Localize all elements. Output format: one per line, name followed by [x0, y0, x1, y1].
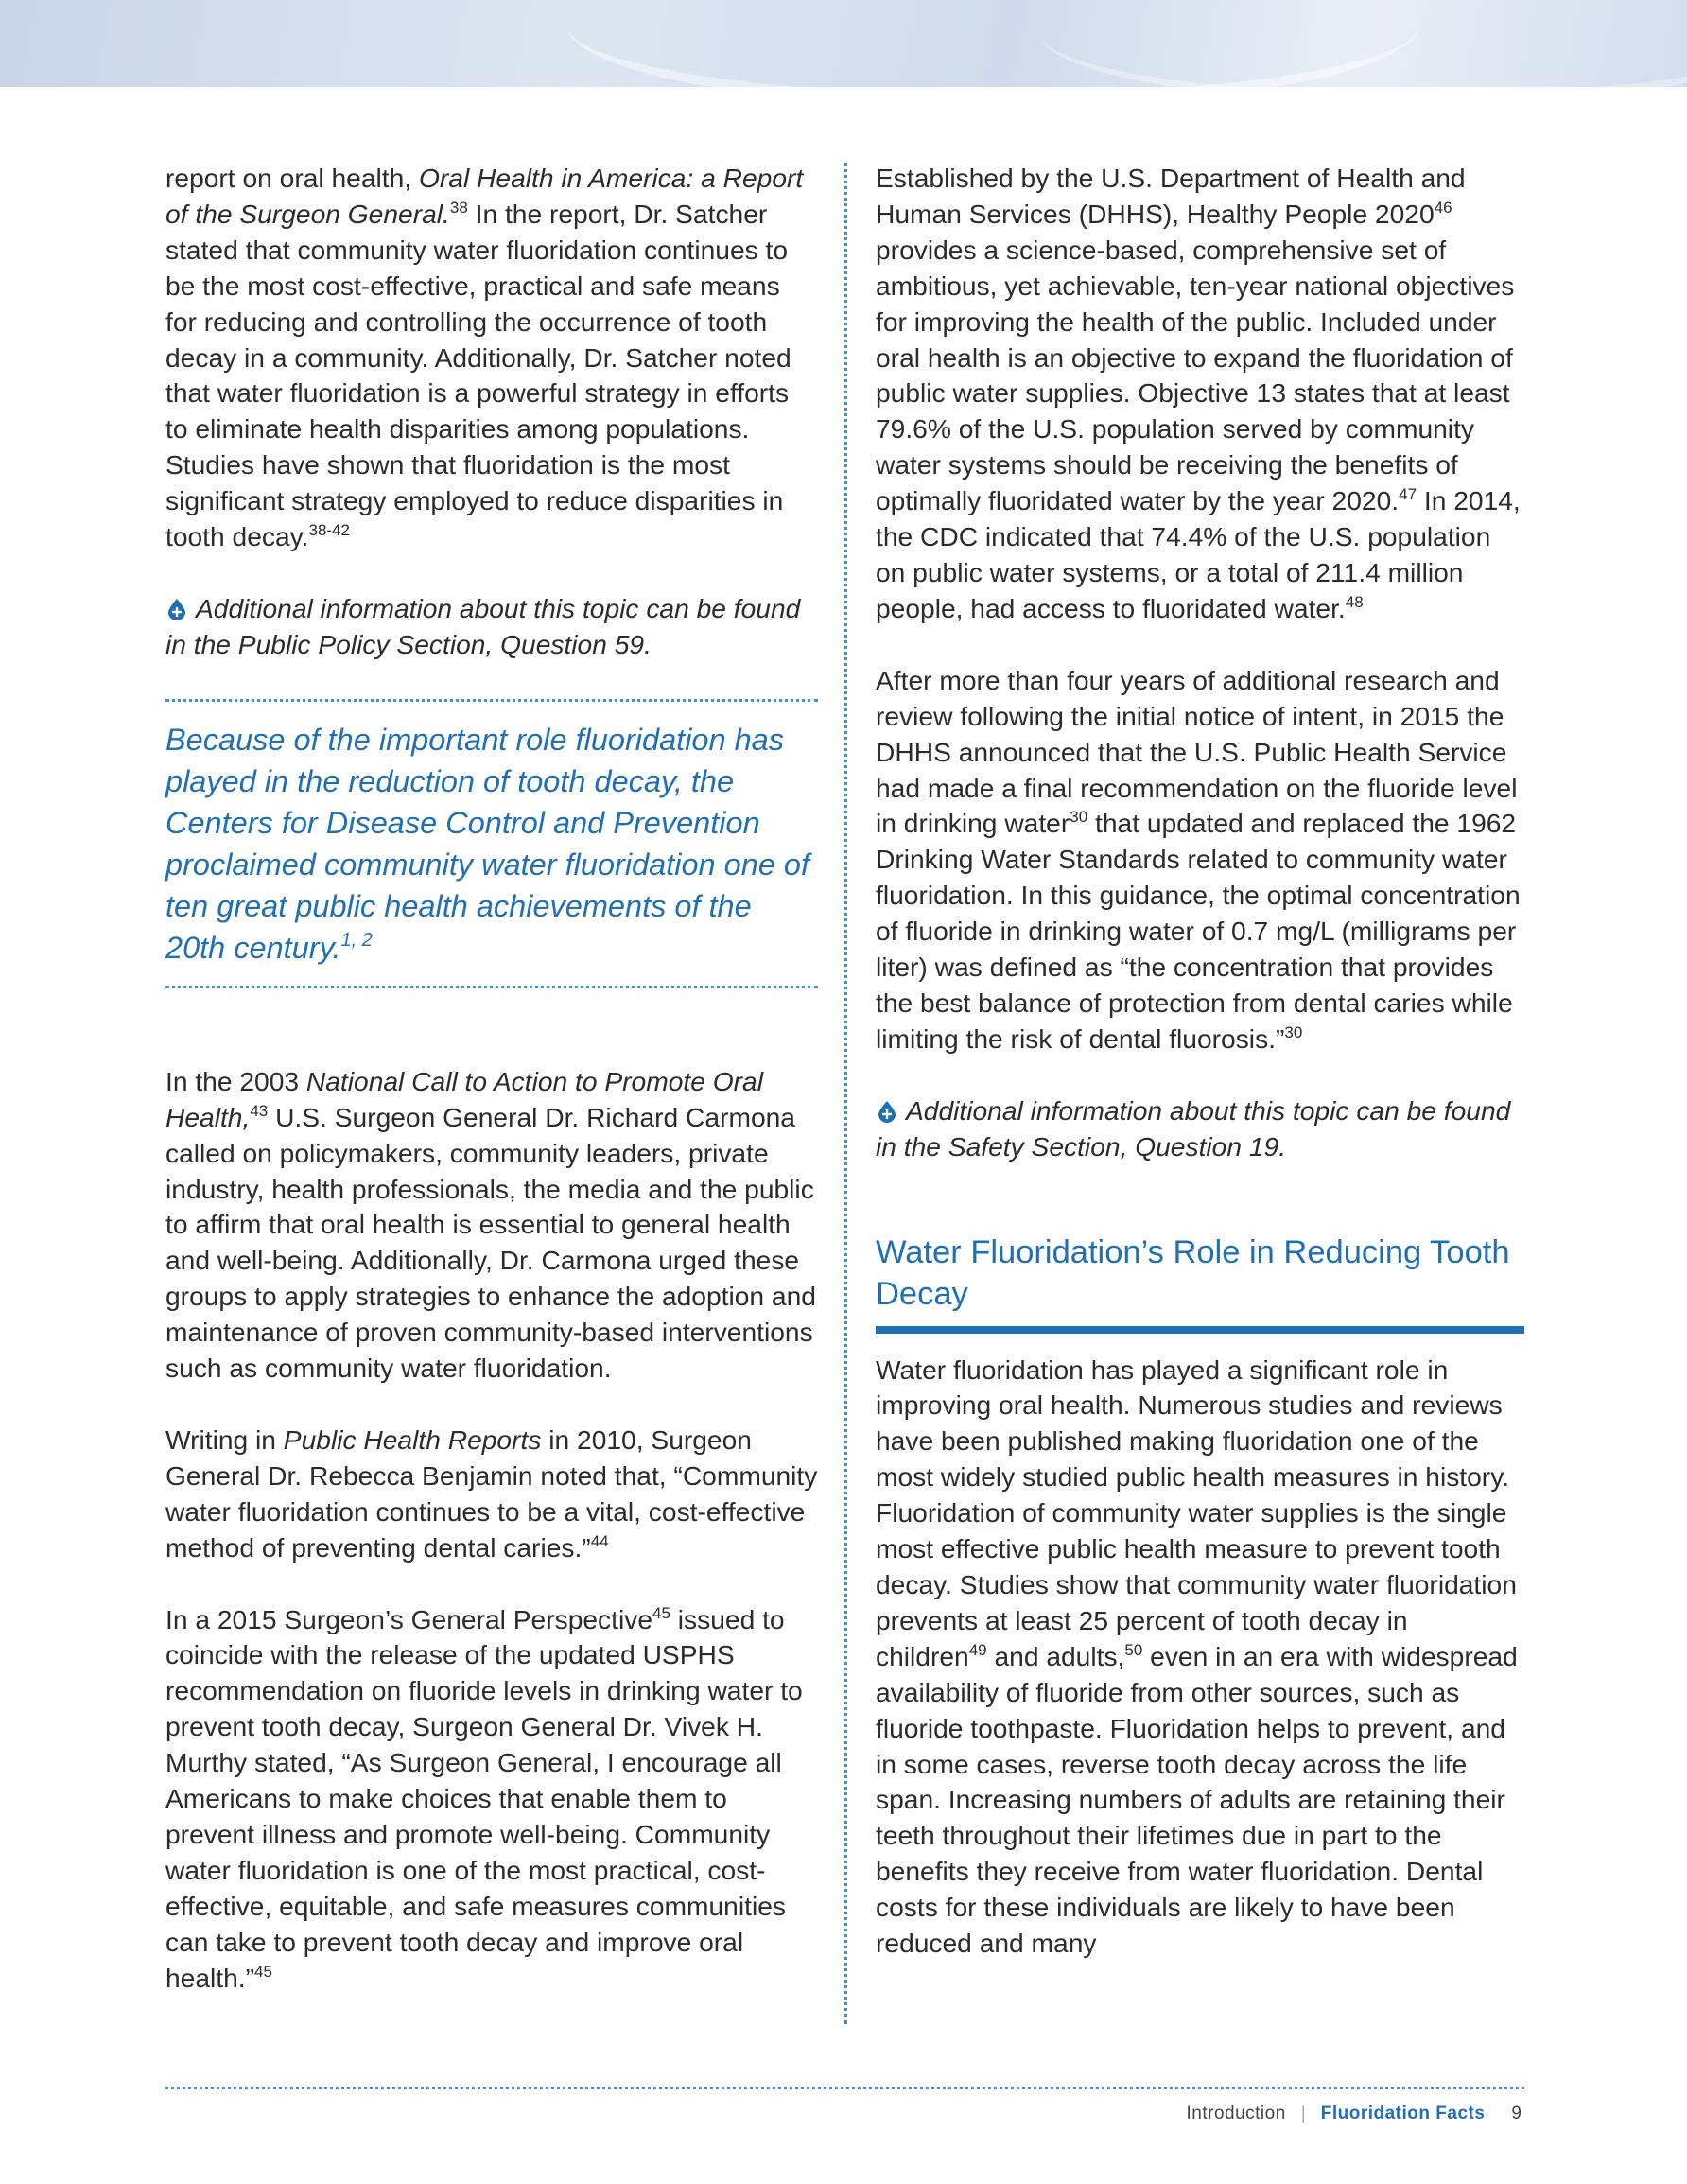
additional-info-note-public-policy: Additional information about this topic can be found in the Public Policy Section, Question 59.	[165, 592, 801, 659]
paragraph-carmona-call-to-action: In the 2003 National Call to Action to Promote Oral Health,$^{43}$ U.S. Surgeon General Dr. Richard Carmona called on policymakers, community leaders, private industry, health professionals, the media and the public to affirm that oral health is essential to general health and well-being. Additionally, Dr. Carmona urged these groups to apply strategies to enhance the adoption and maintenance of proven community-based interventions such as community water fluoridation.	[165, 1065, 816, 1384]
footer-divider	[165, 2087, 1524, 2089]
additional-info-note-safety: Additional information about this topic can be found in the Safety Section, Question 19.	[876, 1094, 1511, 1162]
right-column	[876, 161, 1524, 1962]
pull-quote-text: Because of the important role fluoridation has played in the reduction of tooth decay, the Centers for Disease Control and Prevention proclaimed community water fluoridation one of ten great public health achievements of the 20th century.$^{1, 2}$	[165, 722, 810, 965]
left-column	[165, 161, 818, 2033]
footer-separator: |	[1300, 2104, 1306, 2123]
paragraph-dhhs-recommendation: After more than four years of additional research and review following the initial notice of intent, in 2015 the DHHS announced that the U.S. Public Health Service had made a final recommendation on the fluoride level in drinking water$^{30}$ that updated and replaced the 1962 Drinking Water Standards related to community water fluoridation. In this guidance, the optimal concentration of fluoride in drinking water of 0.7 mg/L (milligrams per liter) was defined as “the concentration that provides the best balance of protection from dental caries while limiting the risk of dental fluorosis.”$^{30}$	[876, 664, 1521, 1054]
column-divider	[844, 163, 847, 2024]
header-banner	[0, 0, 1687, 87]
paragraph-water-fluoridation-role: Water fluoridation has played a significant role in improving oral health. Numerous studies and reviews have been published making fluoridation one of the most widely studied public health measures in history. Fluoridation of community water supplies is the single most effective public health measure to prevent tooth decay. Studies show that community water fluoridation prevents at least 25 percent of tooth decay in children$^{49}$ and adults,$^{50}$ even in an era with widespread availability of fluoride from other sources, such as fluoride toothpaste. Fluoridation helps to prevent, and in some cases, reverse tooth decay across the life span. Increasing numbers of adults are retaining their teeth throughout their lifetimes due in part to the benefits they receive from water fluoridation. Dental costs for these individuals are likely to have been reduced and many	[876, 1354, 1518, 1959]
paragraph-murthy-perspective: In a 2015 Surgeon’s General Perspective$^{45}$ issued to coincide with the release of the updated USPHS recommendation on fluoride levels in drinking water to prevent tooth decay, Surgeon General Dr. Vivek H. Murthy stated, “As Surgeon General, I encourage all Americans to make choices that enable them to prevent illness and promote well-being. Community water fluoridation is one of the most practical, cost-effective, equitable, and safe measures communities can take to prevent tooth decay and improve oral health.”$^{45}$	[165, 1603, 803, 1993]
section-heading: Water Fluoridation’s Role in Reducing Tooth Decay	[876, 1232, 1524, 1334]
paragraph-satcher-report: report on oral health, Oral Health in America: a Report of the Surgeon General.$^{38}$ In the report, Dr. Satcher stated that community water fluoridation continues to be the most cost-effective, practical and safe means for reducing and controlling the occurrence of tooth decay in a community. Additionally, Dr. Satcher noted that water fluoridation is a powerful strategy in efforts to eliminate health disparities among populations. Studies have shown that fluoridation is the most significant strategy employed to reduce disparities in tooth decay.$^{38-42}$	[165, 163, 804, 552]
footer-document-title: Fluoridation Facts	[1320, 2104, 1486, 2123]
paragraph-healthy-people-2020: Established by the U.S. Department of Health and Human Services (DHHS), Healthy People 2020$^{46}$ provides a science-based, comprehensive set of ambitious, yet achievable, ten-year national objectives for improving the health of the public. Included under oral health is an objective to expand the fluoridation of public water supplies. Objective 13 states that at least 79.6% of the U.S. population served by community water systems should be receiving the benefits of optimally fluoridated water by the year 2020.47 In 2014, the CDC indicated that 74.4% of the U.S. population on public water systems, or a total of 211.4 million people, had access to fluoridated water.$^{48}$	[876, 163, 1521, 623]
paragraph-benjamin-public-health-reports: Writing in Public Health Reports in 2010, Surgeon General Dr. Rebecca Benjamin noted that, “Community water fluoridation continues to be a vital, cost-effective method of preventing dental caries.”$^{44}$	[165, 1424, 818, 1563]
page-footer	[1187, 2103, 1522, 2125]
water-drop-plus-icon	[165, 598, 188, 620]
water-drop-plus-icon	[876, 1100, 898, 1123]
page-number: 9	[1511, 2104, 1522, 2123]
pull-quote-callout	[165, 699, 818, 988]
footer-section-label: Introduction	[1186, 2104, 1286, 2123]
